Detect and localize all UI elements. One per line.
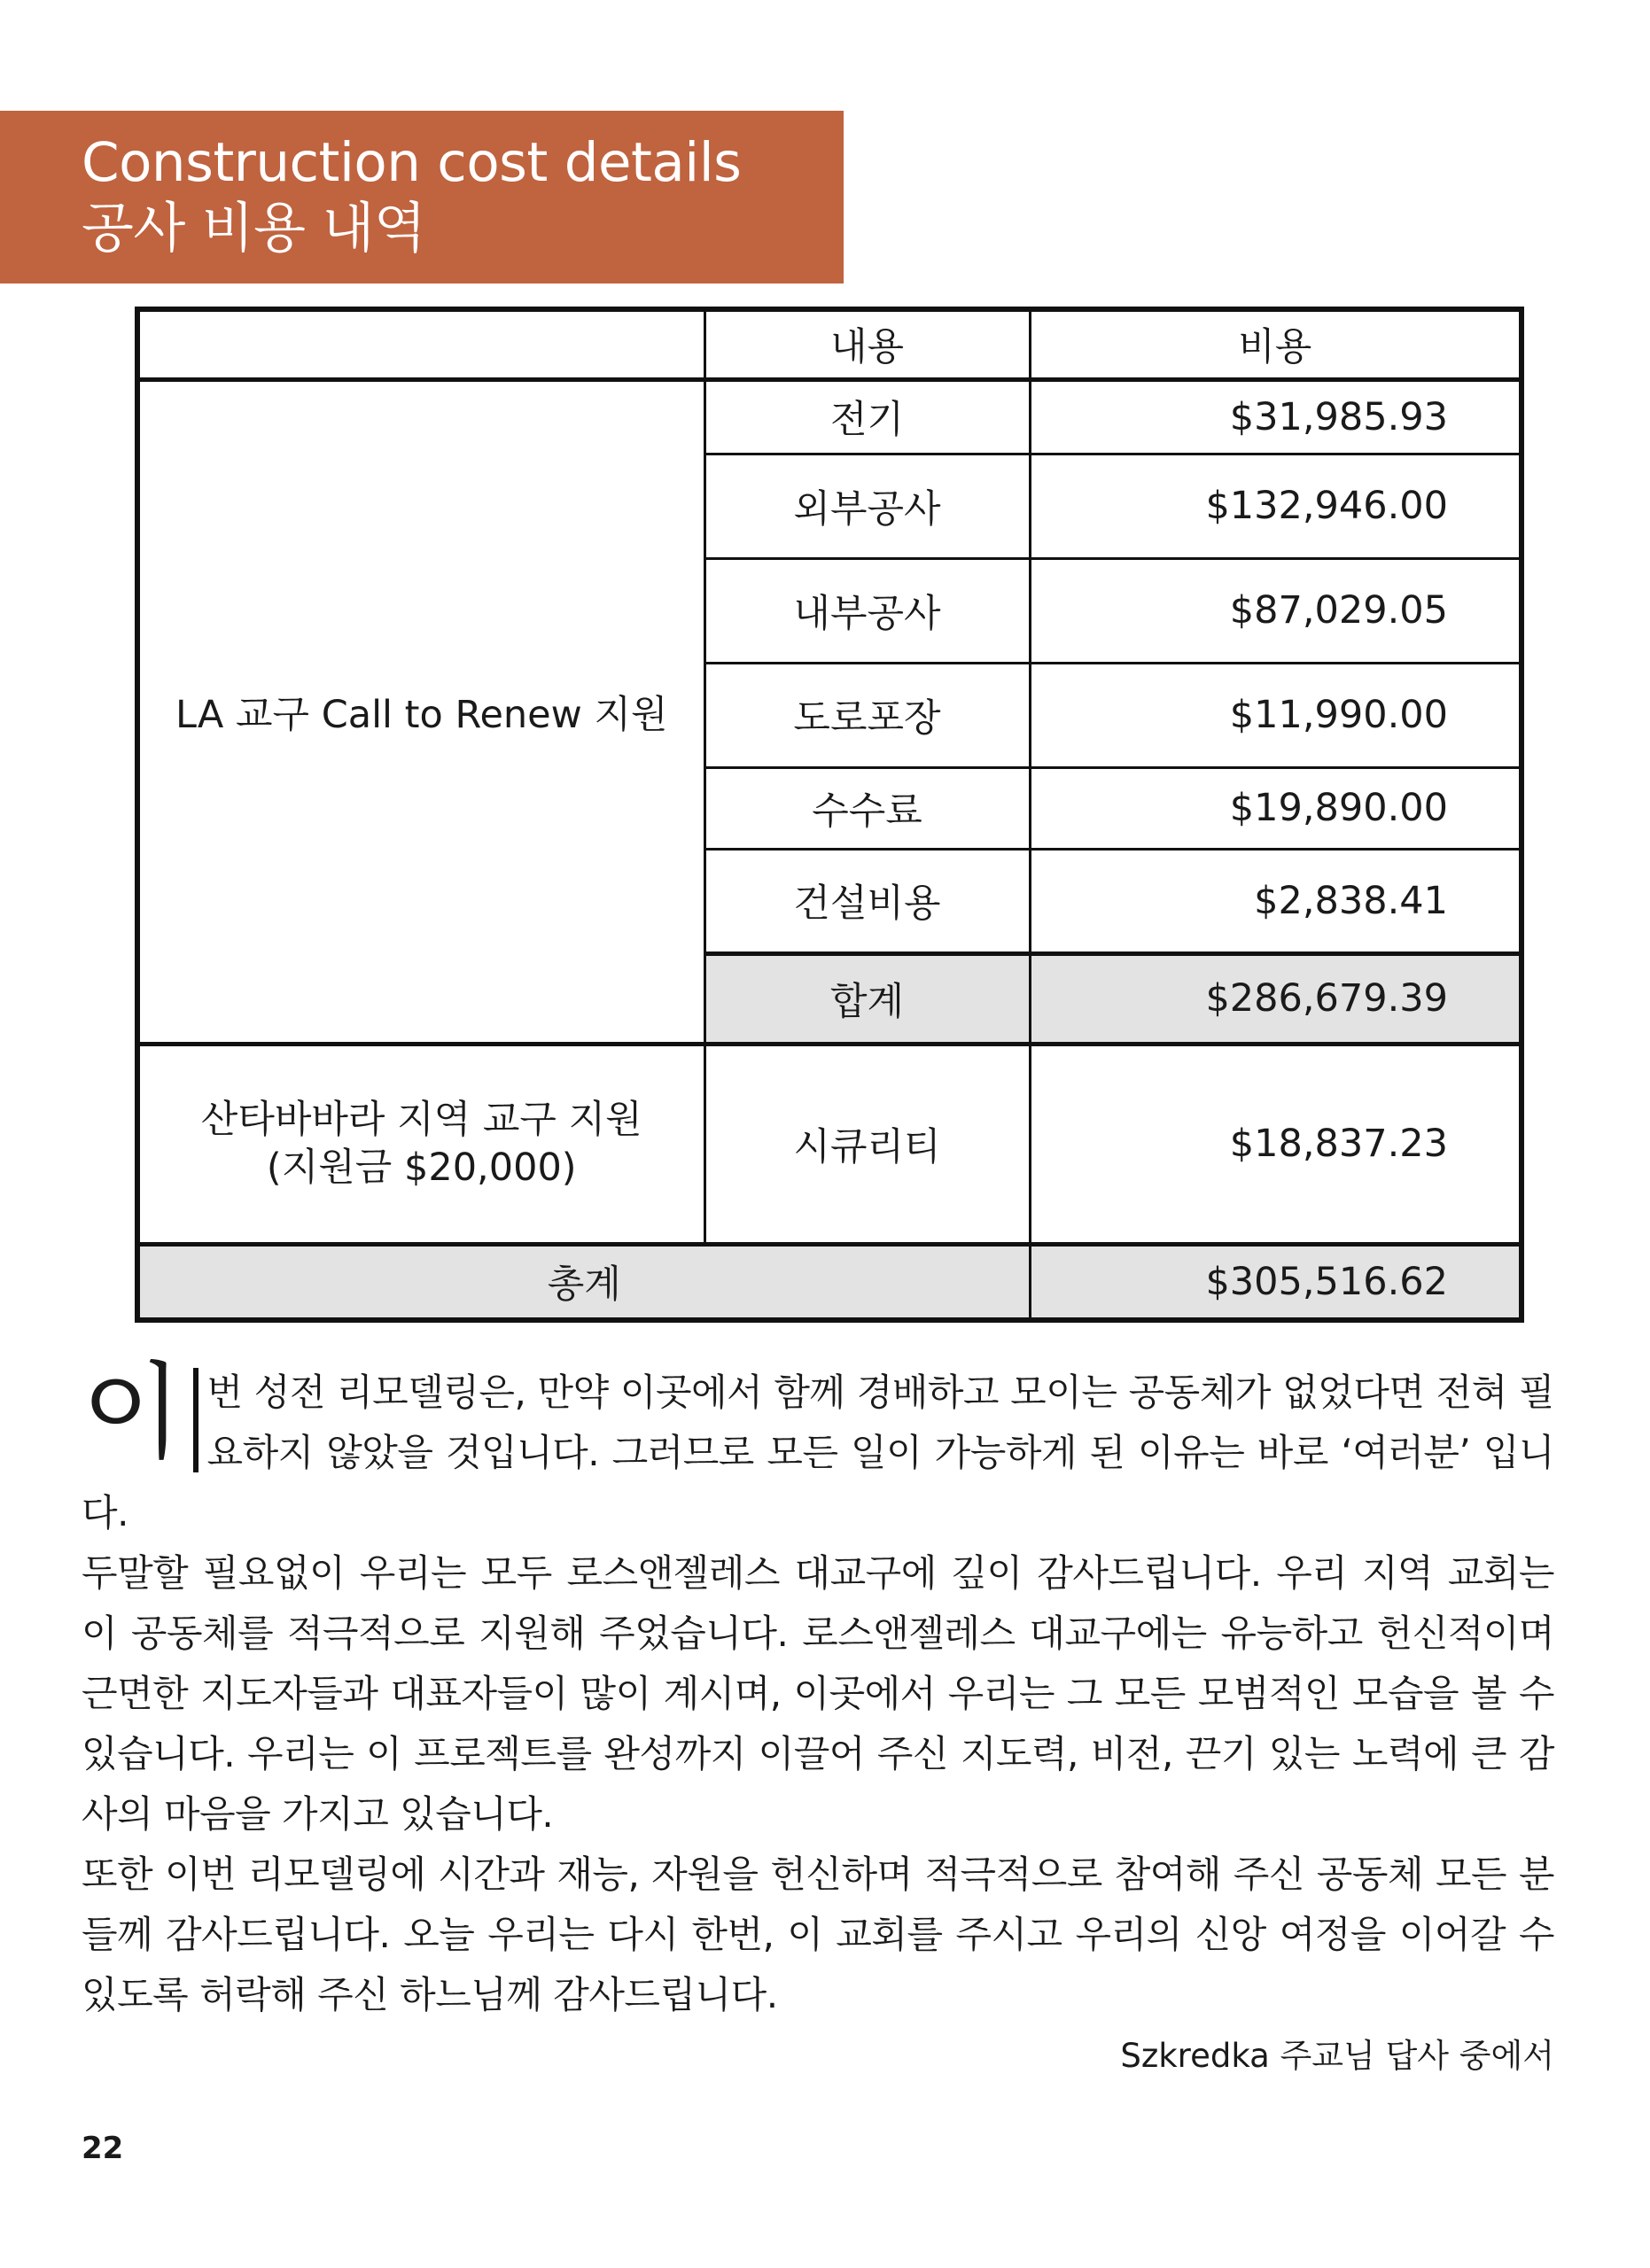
- item-cell: 외부공사: [704, 454, 1030, 558]
- cost-table: [135, 307, 1524, 1323]
- table-row: [137, 1044, 1522, 1244]
- col-header-item: 내용: [704, 309, 1030, 379]
- cost-cell: $11,990.00: [1030, 663, 1522, 767]
- cost-cell: $132,946.00: [1030, 454, 1522, 558]
- signature-attribution: Szkredka 주교님 답사 중에서: [1120, 2037, 1554, 2075]
- group-label-line2: (지원금 $20,000): [266, 1146, 577, 1190]
- subtotal-label: 합계: [704, 953, 1030, 1044]
- paragraph-1: [82, 1351, 1554, 1543]
- total-cost: $305,516.62: [1030, 1244, 1522, 1320]
- item-cell: 도로포장: [704, 663, 1030, 767]
- subtotal-cost: $286,679.39: [1030, 953, 1522, 1044]
- item-cell: 전기: [704, 379, 1030, 454]
- table-row: [137, 379, 1522, 454]
- total-label: 총계: [137, 1244, 1030, 1320]
- title-korean: 공사 비용 내역: [82, 197, 426, 260]
- cost-cell: $2,838.41: [1030, 849, 1522, 953]
- col-header-group: [137, 309, 704, 379]
- paragraph-1-text: 번 성전 리모델링은, 만약 이곳에서 함께 경배하고 모이는 공동체가 없었다면 전혀 필요하지 않았을 것입니다. 그러므로 모든 일이 가능하게 된 이유는 바로 ‘여러분’ 입니다.: [82, 1371, 1554, 1534]
- group-label-santa-barbara: [137, 1044, 704, 1244]
- section-title-banner: [0, 111, 844, 284]
- table-header-row: [137, 309, 1522, 379]
- item-cell: 내부공사: [704, 558, 1030, 663]
- paragraph-2: 두말할 필요없이 우리는 모두 로스앤젤레스 대교구에 깊이 감사드립니다. 우리 지역 교회는 이 공동체를 적극적으로 지원해 주었습니다. 로스앤젤레스 대교구에는 유능하고 헌신적이며 근면한 지도자들과 대표자들이 많이 계시며, 이곳에서 우리는 그 모든 모범적인 모습을 볼 수 있습니다. 우리는 이 프로젝트를 완성까지 이끌어 주신 지도력, 비전, 끈기 있는 노력에 큰 감사의 마음을 가지고 있습니다.: [82, 1551, 1554, 1836]
- cost-cell: $19,890.00: [1030, 767, 1522, 849]
- page-number: 22: [82, 2131, 124, 2166]
- group-label-la: LA 교구 Call to Renew 지원: [137, 379, 704, 1044]
- cost-cell: $18,837.23: [1030, 1044, 1522, 1244]
- body-text: [82, 1351, 1554, 2025]
- item-cell: 건설비용: [704, 849, 1030, 953]
- item-cell: 수수료: [704, 767, 1030, 849]
- title-english: Construction cost details: [82, 131, 742, 194]
- total-row: [137, 1244, 1522, 1320]
- item-cell: 시큐리티: [704, 1044, 1030, 1244]
- group-label-line1: 산타바바라 지역 교구 지원: [200, 1098, 642, 1142]
- cost-cell: $31,985.93: [1030, 379, 1522, 454]
- col-header-cost: 비용: [1030, 309, 1522, 379]
- paragraph-3: 또한 이번 리모델링에 시간과 재능, 자원을 헌신하며 적극적으로 참여해 주신 공동체 모든 분들께 감사드립니다. 오늘 우리는 다시 한번, 이 교회를 주시고 우리의 신앙 여정을 이어갈 수 있도록 허락해 주신 하느님께 감사드립니다.: [82, 1852, 1554, 2016]
- cost-cell: $87,029.05: [1030, 558, 1522, 663]
- drop-cap: 이: [82, 1368, 198, 1472]
